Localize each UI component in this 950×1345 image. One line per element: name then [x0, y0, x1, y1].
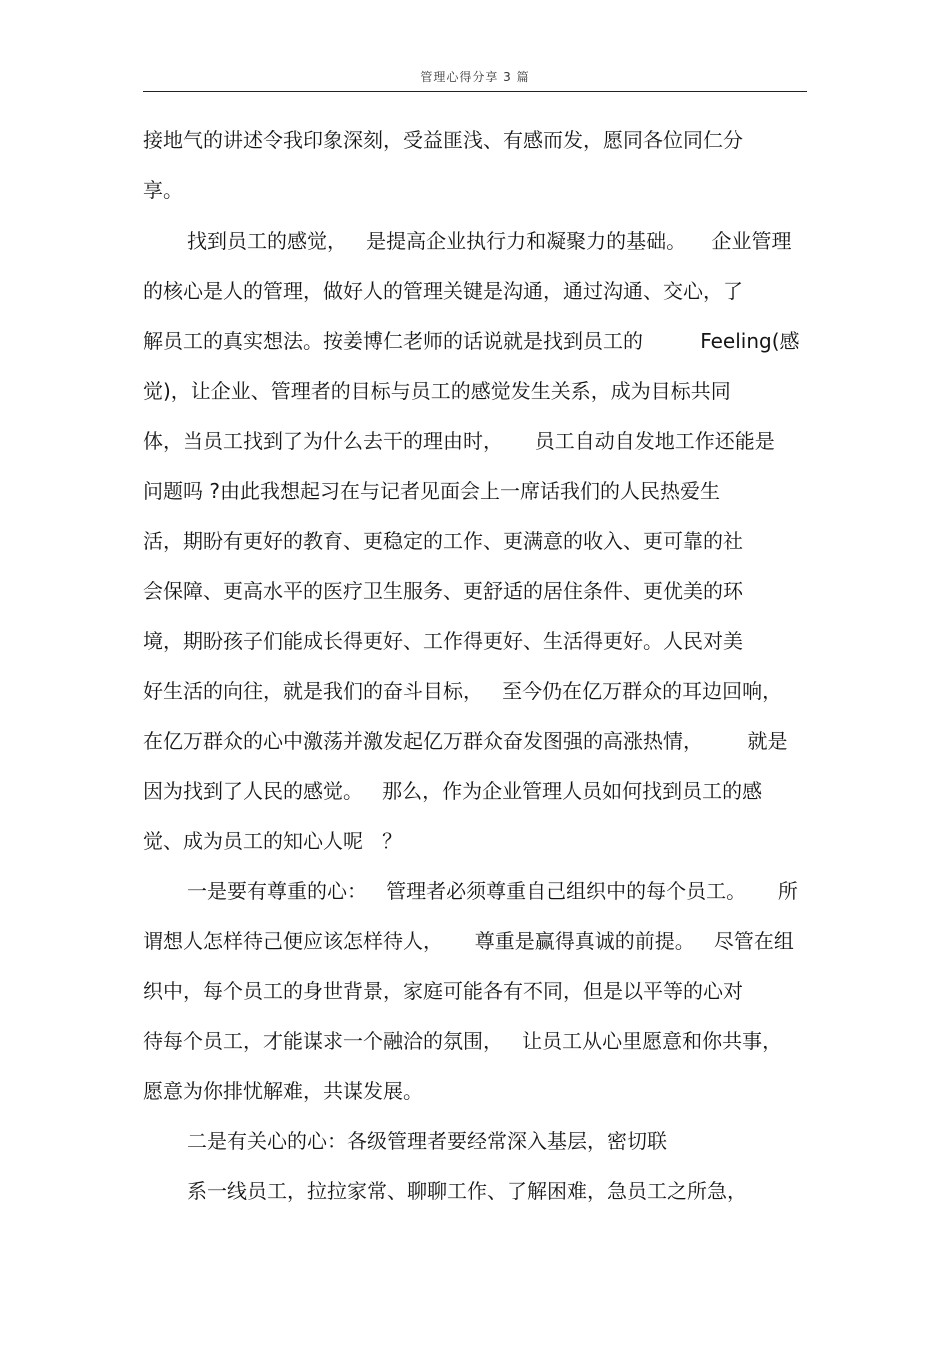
text-line: 觉)，让企业、管理者的目标与员工的感觉发生关系，成为目标共同 [143, 379, 731, 403]
text-line: 待每个员工，才能谋求一个融洽的氛围， 让员工从心里愿意和你共事， [143, 1029, 783, 1053]
text-line: 享。 [143, 178, 183, 202]
text-line: 的核心是人的管理，做好人的管理关键是沟通，通过沟通、交心，了 [143, 279, 743, 303]
text-line: 解员工的真实想法。按姜博仁老师的话说就是找到员工的 Feeling(感 [143, 329, 800, 353]
text-line: 问题吗 ?由此我想起习在与记者见面会上一席话我们的人民热爱生 [143, 479, 720, 503]
text-line: 找到员工的感觉， 是提高企业执行力和凝聚力的基础。 企业管理 [187, 229, 792, 253]
text-line: 一是要有尊重的心： 管理者必须尊重自己组织中的每个员工。 所 [187, 879, 798, 903]
text-line: 好生活的向往，就是我们的奋斗目标， 至今仍在亿万群众的耳边回响， [143, 679, 783, 703]
text-line: 在亿万群众的心中激荡并激发起亿万群众奋发图强的高涨热情， 就是 [143, 729, 788, 753]
text-line: 体，当员工找到了为什么去干的理由时， 员工自动自发地工作还能是 [143, 429, 775, 453]
header-divider [143, 91, 807, 92]
header-title: 管理心得分享 3 篇 [420, 70, 530, 84]
text-line: 织中，每个员工的身世背景，家庭可能各有不同，但是以平等的心对 [143, 979, 743, 1003]
text-line: 接地气的讲述令我印象深刻，受益匪浅、有感而发，愿同各位同仁分 [143, 128, 743, 152]
text-line: 境，期盼孩子们能成长得更好、工作得更好、生活得更好。人民对美 [143, 629, 743, 653]
text-line: 因为找到了人民的感觉。 那么，作为企业管理人员如何找到员工的感 [143, 779, 763, 803]
text-line: 觉、成为员工的知心人呢 ？ [143, 829, 403, 853]
text-line: 二是有关心的心：各级管理者要经常深入基层，密切联 [187, 1129, 667, 1153]
text-line: 活，期盼有更好的教育、更稳定的工作、更满意的收入、更可靠的社 [143, 529, 743, 553]
text-line: 会保障、更高水平的医疗卫生服务、更舒适的居住条件、更优美的环 [143, 579, 743, 603]
text-line: 谓想人怎样待己便应该怎样待人， 尊重是赢得真诚的前提。 尽管在组 [143, 929, 794, 953]
text-line: 愿意为你排忧解难，共谋发展。 [143, 1079, 423, 1103]
text-line: 系一线员工，拉拉家常、聊聊工作、了解困难，急员工之所急， [187, 1179, 747, 1203]
